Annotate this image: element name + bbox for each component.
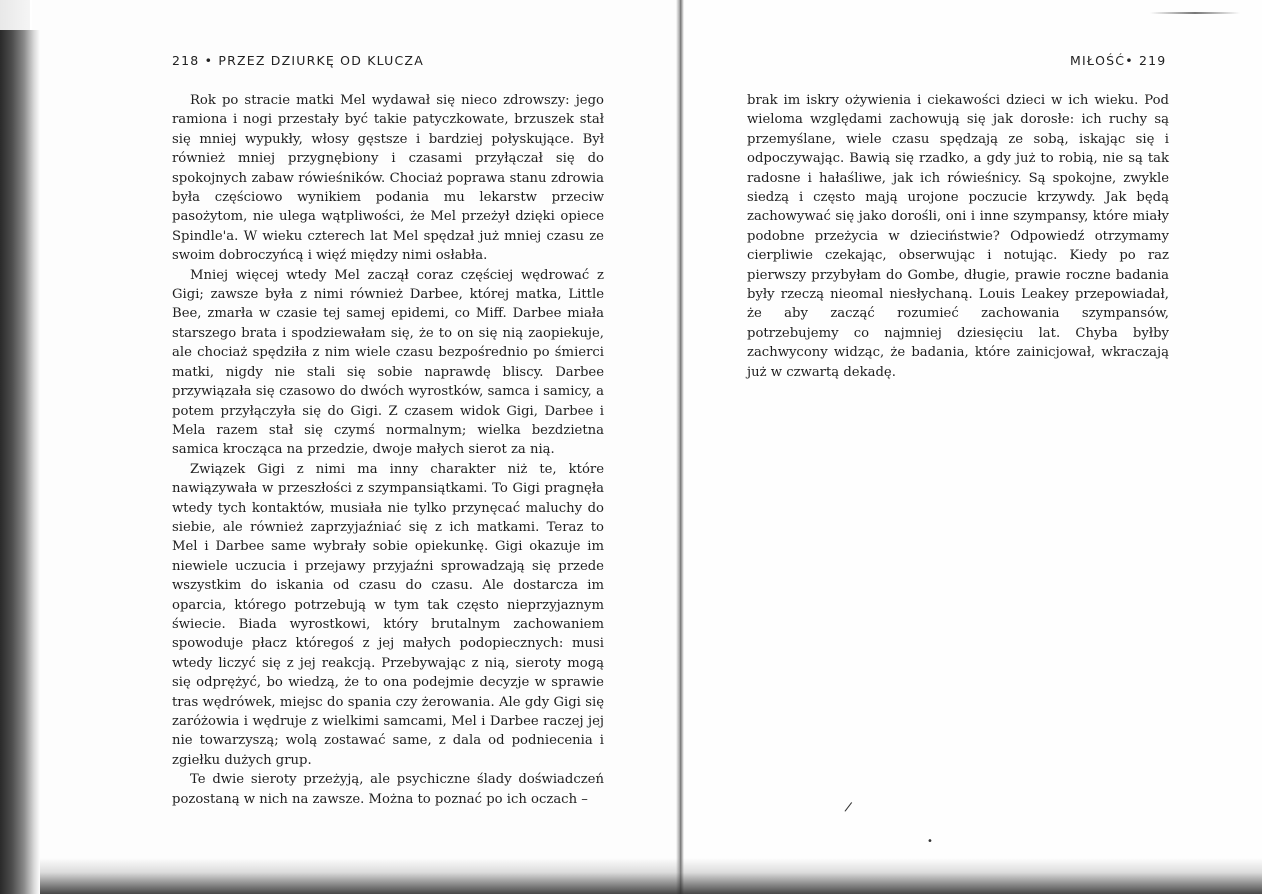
paragraph: brak im iskry ożywienia i ciekawości dzieci w ich wieku. Pod wieloma względami zachowują się jak dorosłe: ich ruchy są przemyślane, wiele czasu spędzają ze sobą, iskając się i odpoczywając. Bawią się rzadko, a gdy już to robią, nie są tak radosne i hałaśliwe, jak ich rówieśnicy. Są spokojne, zwykle siedzą i często mają urojone poczucie krzywdy. Jak będą zachowywać się jako dorośli, oni i inne szympansy, które miały podobne przeżycia w dzieciństwie? Odpowiedź otrzymamy cierpliwie czekając, obserwując i notując. Kiedy po raz pierwszy przybyłam do Gombe, długie, prawie roczne badania były rzeczą nieomal niesłychaną. Louis Leakey przepowiadał, że aby zacząć rozumieć zachowania szympansów, potrzebujemy co najmniej dziesięciu lat. Chyba byłby zachwycony widząc, że badania, które zainicjował, wkraczają już w czwartą dekadę. — [747, 93, 1169, 380]
scan-speck: / — [843, 799, 853, 816]
scan-speck: • — [927, 836, 933, 847]
scan-bottom-shadow — [40, 858, 1262, 894]
left-body-text — [172, 91, 604, 809]
scan-edge-shadow — [0, 30, 40, 894]
paragraph: Rok po stracie matki Mel wydawał się nieco zdrowszy: jego ramiona i nogi przestały być takie patyczkowate, brzuszek stał się mniej wypukły, włosy gęstsze i bardziej połyskujące. Był również mniej przygnębiony i czasami przyłączał się do spokojnych zabaw rówieśników. Chociaż poprawa stanu zdrowia była częściowo wynikiem podania mu lekarstw przeciw pasożytom, nie ulega wątpliwości, że Mel przeżył dzięki opiece Spindle'a. W wieku czterech lat Mel spędzał już mniej czasu ze swoim dobroczyńcą i więź między nimi osłabła. — [172, 93, 604, 264]
paragraph: Związek Gigi z nimi ma inny charakter niż te, które nawiązywała w przeszłości z szympansiątkami. To Gigi pragnęła wtedy tych kontaktów, musiała nie tylko przynęcać maluchy do siebie, ale również zaprzyjaźniać się z ich matkami. Teraz to Mel i Darbee same wybrały sobie opiekunkę. Gigi okazuje im niewiele uczucia i przejawy przyjaźni sprowadzają się przede wszystkim do iskania od czasu do czasu. Ale dostarcza im oparcia, którego potrzebują w tym tak często nieprzyjaznym świecie. Biada wyrostkowi, który brutalnym zachowaniem spowoduje płacz któregoś z jej małych podopiecznych: musi wtedy liczyć się z jej reakcją. Przebywając z nią, sieroty mogą się odprężyć, bo wiedzą, że to ona podejmie decyzje w sprawie tras wędrówek, miejsc do spania czy żerowania. Ale gdy Gigi się zaróżowia i wędruje z wielkimi samcami, Mel i Darbee raczej jej nie towarzyszą; wolą zostawać same, z dala od podniecenia i zgiełku dużych grup. — [172, 461, 604, 768]
book-gutter — [676, 0, 684, 894]
paragraph: Mniej więcej wtedy Mel zaczął coraz częściej wędrować z Gigi; zawsze była z nimi również Darbee, której matka, Little Bee, zmarła w czasie tej samej epidemi, co Miff. Darbee miała starszego brata i spodziewałam się, że to on się nią zaopiekuje, ale chociaż spędziła z nim wiele czasu bezpośrednio po śmierci matki, nigdy nie stali się sobie naprawdę bliscy. Darbee przywiązała się czasowo do dwóch wyrostków, samca i samicy, a potem przyłączyła się do Gigi. Z czasem widok Gigi, Darbee i Mela razem stał się czymś normalnym; wielka bezdzietna samica krocząca na przedzie, dwoje małych sierot za nią. — [172, 267, 604, 458]
left-running-head: 218 • PRZEZ DZIURKĘ OD KLUCZA — [172, 53, 424, 68]
paragraph: Te dwie sieroty przeżyją, ale psychiczne ślady doświadczeń pozostaną w nich na zawsze. Można to poznać po ich oczach – — [172, 772, 604, 807]
right-body-text — [747, 91, 1169, 382]
scan-mark — [1150, 12, 1240, 14]
right-running-head: MIŁOŚĆ• 219 — [1070, 53, 1167, 68]
